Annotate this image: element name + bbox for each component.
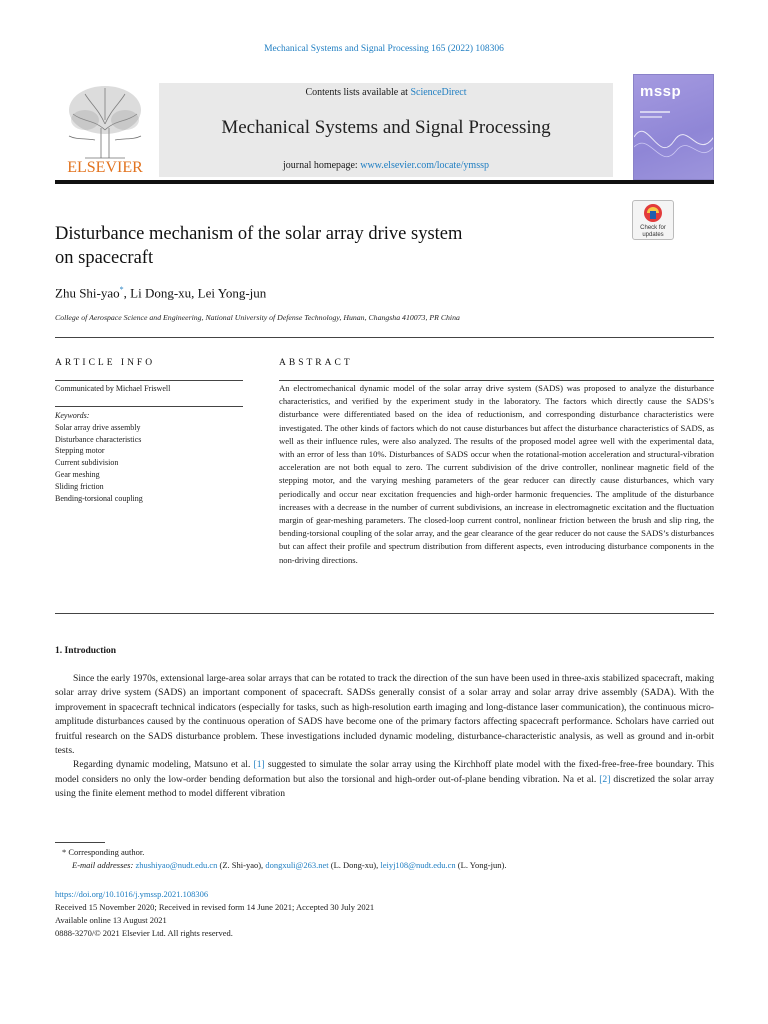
section-divider [55,613,714,614]
crossmark-icon [633,201,673,225]
check-for-updates-label: Check for updates [640,225,666,238]
email-owner: (L. Yong-jun). [455,860,507,870]
keyword-item: Disturbance characteristics [55,434,142,444]
communicated-by: Communicated by Michael Friswell [55,384,171,393]
author-name[interactable]: Zhu Shi-yao [55,285,120,301]
paragraph-text: Regarding dynamic modeling, Matsuno et al. [73,759,254,771]
email-owner: (Z. Shi-yao), [217,860,266,870]
copyright-line: 0888-3270/© 2021 Elsevier Ltd. All rights reserved. [55,928,233,938]
journal-reference-link[interactable]: Mechanical Systems and Signal Processing 165 (2022) 108306 [264,44,504,54]
journal-title: Mechanical Systems and Signal Processing [221,117,551,138]
contents-prefix: Contents lists available at [305,87,411,98]
header-divider [55,180,714,184]
sciencedirect-link[interactable]: ScienceDirect [410,87,467,98]
keyword-item: Gear meshing [55,469,100,479]
affiliation: College of Aerospace Science and Engineering, National University of Defense Technology, Hunan, Changsha 410073, PR China [55,313,460,322]
email-link[interactable]: leiyj108@nudt.edu.cn [380,860,456,870]
keyword-item: Sliding friction [55,481,104,491]
homepage-prefix: journal homepage: [283,160,361,171]
email-owner: (L. Dong-xu), [328,860,381,870]
journal-homepage-link[interactable]: www.elsevier.com/locate/ymssp [360,160,489,171]
journal-cover-image[interactable] [633,74,714,180]
author-separator: , [191,285,198,301]
keyword-item: Bending-torsional coupling [55,493,143,503]
footnote-text: Corresponding author. [66,847,145,857]
paragraph-text: suggested to simulate the solar array using the Kirchhoff plate model with the fixed-free-free-free boundary. This model considers no only the low-order bending deformation but also the torsional and high-order out-of-plane bending vibration. Na et al. [55,759,714,785]
citation-link[interactable]: [2] [599,773,611,785]
email-footnote [72,860,506,870]
keywords-label: Keywords: [55,411,90,420]
paper-title-line-2: on spacecraft [55,248,154,268]
author-list [55,285,266,301]
homepage-line [159,160,613,171]
section-divider [55,337,714,338]
journal-header-box [159,83,613,177]
article-info-divider [55,380,243,381]
paragraph: Since the early 1970s, extensional large-area solar arrays that can be rotated to track the direction of the sun have been used in three-axis stabilized spacecraft, making solar array drive system (SADS) an important component of spacecraft. SADSs generally consist of a solar array and solar array drive assembly (SADA). With the improvement in spacecraft technical indicators (especially for tasks, such as high-resolution earth imaging and long-distance laser communication), the continuous micro-amplitude disturbances caused by the continuous operation of SADS have become one of the primary factors affecting spacecraft performance. Scholars have carried out fruitful research on the SADS disturbance problem. These investigations included dynamic modeling, disturbance-characteristic analysis, as well as ground and in-orbit tests. [55,673,714,757]
abstract-divider [279,380,714,381]
author-name[interactable]: Lei Yong-jun [197,285,267,301]
introduction-body [55,672,714,802]
elsevier-logo[interactable] [55,80,155,180]
abstract-text: An electromechanical dynamic model of the solar array drive system (SADS) was proposed to analyze the disturbance characteristics, and verified by the experiment study in the laboratory. The factors which directly cause the SADS’s disturbance were differentiated based on the idea of reductionism, and corresponding disturbance characteristics were investigated. The other kinds of factors which do not cause disturbances but affect the disturbance characteristics of SADS, as well as their influence rules, were also analyzed. The results of the proposed model agree well with the experimental data, with an error of less than 10%. Disturbances of SADS occur when the rotational-motion acceleration and structural-vibration acceleration are not both equal to zero. The current subdivision of the drive controller, nonlinear magnetic field of the stepping motor, and the varying meshing parameters of the gear reducer can directly cause disturbances, which vary periodically and occur near excitation frequencies and high-order harmonic frequencies. The amplitude of the disturbance increases with a decrease in the number of current subdivisions, an increase in electromagnetic excitation and the fluctuation margin of gear-meshing parameters. The closed-loop current control, nonlinear friction between the brush and slip ring, the bending-torsional coupling of the solar array, and the gear clearance of the gear reducer do not cause the SADS’s disturbances but can affect their profile and spectrum distribution from different aspects, even introducing disturbance components in the non-driving directions. [279,383,714,565]
paragraph [55,758,714,801]
author-separator: , [123,285,131,301]
email-label: E-mail addresses: [72,860,136,870]
keyword-item: Current subdivision [55,458,119,468]
journal-header [55,80,714,180]
article-info-heading: ARTICLE INFO [55,358,156,368]
email-link[interactable]: dongxuli@263.net [265,860,329,870]
abstract-heading: ABSTRACT [279,358,353,368]
corresponding-author-footnote [62,847,144,857]
contents-line [159,87,613,98]
cover-label: mssp [640,83,682,100]
cover-wave-icon [634,75,714,180]
footnote-divider [55,842,105,843]
available-online-date: Available online 13 August 2021 [55,915,167,925]
paper-title-line-1: Disturbance mechanism of the solar array drive system [55,224,463,244]
paragraph-text: discretized the solar array using the finite element method to model different vibration [55,773,715,800]
paper-title [55,222,575,270]
elsevier-tree-icon [55,80,155,180]
svg-text:ELSEVIER: ELSEVIER [67,159,143,176]
citation-link[interactable]: [1] [253,759,265,771]
introduction-heading: 1. Introduction [55,646,117,656]
email-link[interactable]: zhushiyao@nudt.edu.cn [135,860,218,870]
footnote-mark: * [62,847,67,857]
check-for-updates-button[interactable] [632,200,674,240]
doi-link[interactable]: https://doi.org/10.1016/j.ymssp.2021.108306 [55,889,209,899]
keyword-item: Stepping motor [55,446,105,456]
article-info-divider [55,406,243,407]
keywords-block [55,410,143,504]
author-name[interactable]: Li Dong-xu [130,285,192,301]
keyword-item: Solar array drive assembly [55,422,141,432]
received-dates: Received 15 November 2020; Received in revised form 14 June 2021; Accepted 30 July 2021 [55,902,375,912]
corresponding-author-mark[interactable]: * [119,285,124,294]
